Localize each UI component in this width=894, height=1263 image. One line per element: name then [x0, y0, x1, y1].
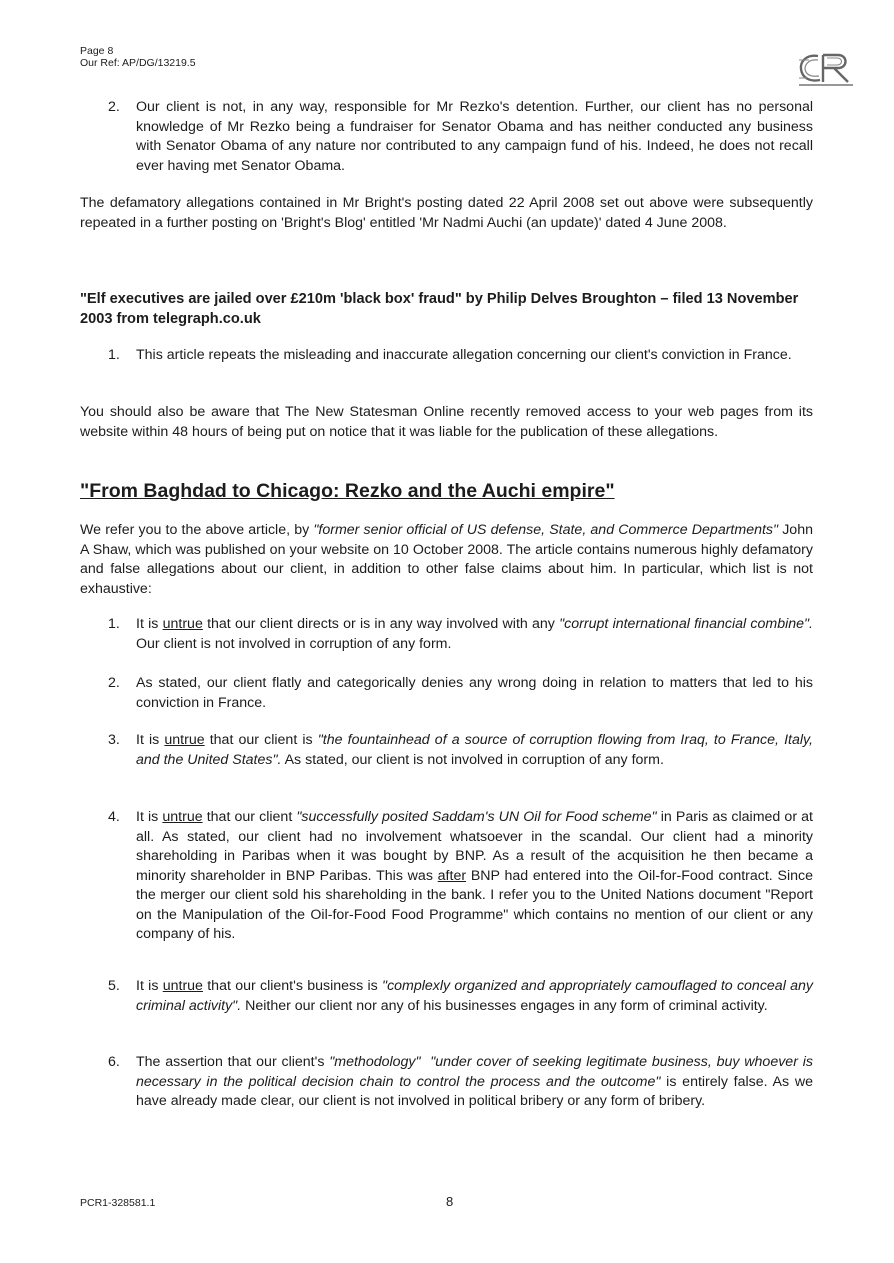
list-item — [108, 615, 813, 654]
page-number: 8 — [446, 1194, 454, 1209]
list-item — [108, 346, 813, 366]
underlined-text: after — [437, 867, 467, 884]
list-item-text: This article repeats the misleading and inaccurate allegation concerning our client's conviction in France. — [136, 347, 792, 363]
text-run: As stated, our client is not involved in corruption of any form. — [281, 751, 664, 768]
list-item — [108, 674, 813, 713]
firm-logo — [796, 48, 856, 90]
list-item — [108, 808, 813, 945]
list-item — [108, 98, 813, 176]
list-item-text — [136, 731, 813, 770]
underlined-text: untrue — [162, 616, 203, 632]
quote-text: "complexly organized and appropriately camouflaged to conceal any criminal activity". — [136, 978, 814, 1014]
text-run: Neither our client nor any of his businesses engages in any form of criminal activity. — [241, 997, 768, 1014]
firm-logo-mark — [796, 48, 856, 90]
list-item-number: 1. — [108, 616, 120, 632]
paragraph: The defamatory allegations contained in Mr Bright's posting dated 22 April 2008 set out above were subsequently repeated in a further posting on 'Bright's Blog' entitled 'Mr Nadmi Auchi (an update)' dated 4 June 2008. — [80, 195, 813, 231]
document-reference: PCR1-328581.1 — [80, 1197, 156, 1209]
underlined-text: untrue — [164, 732, 205, 748]
list-item-number: 5. — [108, 978, 120, 994]
text-run: It is — [136, 978, 163, 994]
quote-text: "under cover of seeking legitimate business, buy whoever is necessary in the political decision chain to control the process and the outcome" — [136, 1054, 813, 1090]
section-heading-elf: "Elf executives are jailed over £210m 'black box' fraud" by Philip Delves Broughton – filed 13 November 2003 from telegraph.co.uk — [80, 291, 799, 327]
quote-text: "former senior official of US defense, State, and Commerce Departments" — [313, 522, 779, 538]
list-item-number: 6. — [108, 1054, 120, 1070]
quote-text: "successfully posited Saddam's UN Oil for Food scheme" — [296, 809, 657, 825]
list-item-text — [136, 977, 813, 1016]
section-heading-baghdad: "From Baghdad to Chicago: Rezko and the Auchi empire" — [80, 480, 615, 502]
list-item-number: 3. — [108, 732, 120, 748]
text-run: BNP had entered into the Oil-for-Food contract. Since the merger our client sold his shareholding in the bank. I refer you to the United Nations document "Report on the Manipulation of the Oil-for-Food Food Programme" which contains no mention of our client or any company of his. — [136, 867, 813, 942]
text-run: Our client is not involved in corruption of any form. — [136, 635, 452, 652]
text-run: that our client is — [204, 732, 318, 748]
page-header — [80, 45, 196, 69]
text-run: It is — [136, 732, 165, 748]
quote-text: "the fountainhead of a source of corruption flowing from Iraq, to France, Italy, and the United States". — [136, 732, 813, 768]
text-run: We refer you to the above article, by — [80, 522, 314, 538]
underlined-text: untrue — [162, 809, 203, 825]
text-run: that our client's business is — [202, 978, 383, 994]
text-run — [421, 1054, 431, 1070]
quote-text: "methodology" — [329, 1054, 421, 1070]
quote-text: "corrupt international financial combine". — [559, 616, 813, 632]
text-run: that our client — [202, 809, 297, 825]
paragraph: You should also be aware that The New Statesman Online recently removed access to your web pages from its website within 48 hours of being put on notice that it was liable for the publication of these allegations. — [80, 404, 813, 440]
text-run: John A Shaw, which was published on your website on 10 October 2008. The article contains numerous highly defamatory and false allegations about our client, in addition to other false claims about him. In particular, which list is not exhaustive: — [80, 522, 813, 597]
list-item-number: 2. — [108, 99, 120, 115]
text-run: The assertion that our client's — [136, 1054, 330, 1070]
list-item-number: 4. — [108, 809, 120, 825]
intro-paragraph — [80, 521, 813, 599]
page-number-label: Page 8 — [80, 45, 114, 57]
list-item-text — [136, 615, 813, 654]
text-run: that our client directs or is in any way involved with any — [202, 616, 560, 632]
underlined-text: untrue — [162, 978, 203, 994]
list-item — [108, 1053, 813, 1112]
list-item-text — [136, 1053, 813, 1112]
list-item-text — [136, 808, 813, 945]
text-run: in Paris as claimed or at all. As stated, our client had no involvement whatsoever in the scandal. Our client had a minority shareholding in Paribas when it was bought by BNP. As a result of the acquisition he then became a minority shareholder in BNP Paribas. This was — [136, 809, 813, 884]
list-item — [108, 731, 813, 770]
list-item-number: 1. — [108, 347, 120, 363]
list-item — [108, 977, 813, 1016]
text-run: is entirely false. As we have already made clear, our client is not involved in political bribery or any form of bribery. — [136, 1073, 813, 1109]
text-run: It is — [136, 809, 163, 825]
reference-label: Our Ref: AP/DG/13219.5 — [80, 57, 196, 69]
text-run: It is — [136, 616, 163, 632]
list-item-text: As stated, our client flatly and categorically denies any wrong doing in relation to matters that led to his conviction in France. — [136, 675, 813, 711]
list-item-number: 2. — [108, 675, 120, 691]
list-item-text: Our client is not, in any way, responsible for Mr Rezko's detention. Further, our client has no personal knowledge of Mr Rezko being a fundraiser for Senator Obama and has neither conducted any business with Senator Obama of any nature nor contributed to any campaign fund of his. Indeed, he does not recall ever having met Senator Obama. — [136, 99, 813, 174]
